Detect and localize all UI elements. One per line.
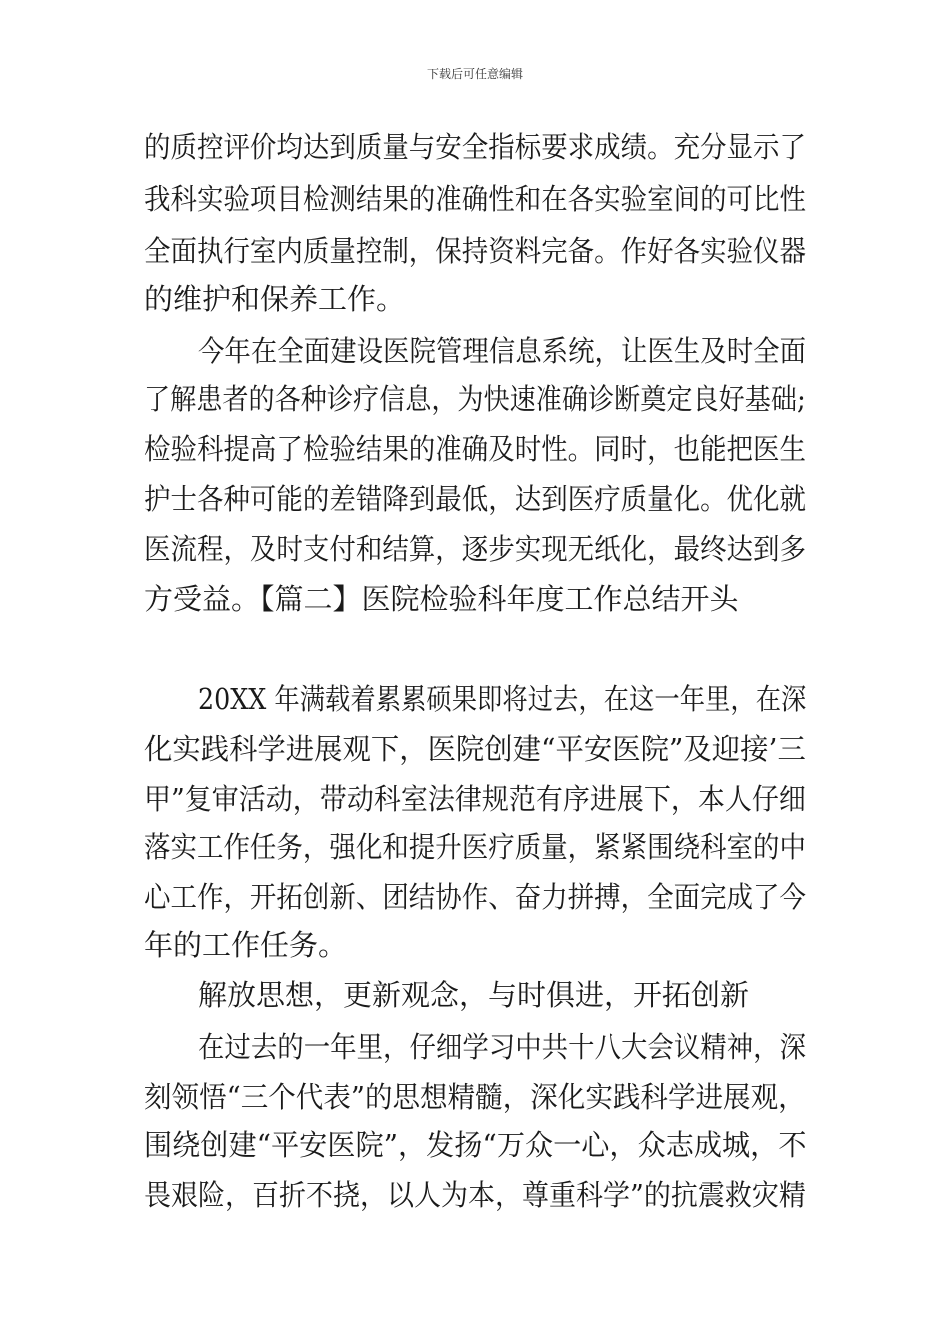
body-line: 检验科提高了检验结果的准确及时性。同时，也能把医生 [144,432,807,466]
body-line: 心工作，开拓创新、团结协作、奋力拼搏，全面完成了今 [144,880,807,914]
page-header: 下载后可任意编辑 [426,67,523,81]
section-heading: 解放思想，更新观念，与时俱进，开拓创新 [198,978,750,1012]
body-line: 20XX 年满载着累累硕果即将过去，在这一年里，在深 [198,682,807,716]
body-line: 的维护和保养工作。 [144,282,406,316]
body-line: 甲”复审活动，带动科室法律规范有序进展下，本人仔细 [144,782,806,816]
body-line: 了解患者的各种诊疗信息，为快速准确诊断奠定良好基础; [144,382,806,416]
body-line: 畏艰险，百折不挠，以人为本，尊重科学”的抗震救灾精 [144,1178,806,1212]
body-line: 方受益。【篇二】医院检验科年度工作总结开头 [144,582,739,616]
body-line: 化实践科学进展观下，医院创建“平安医院”及迎接’三 [144,732,806,766]
body-line: 年的工作任务。 [144,928,348,962]
body-line: 护士各种可能的差错降到最低，达到医疗质量化。优化就 [144,482,807,516]
body-line: 落实工作任务，强化和提升医疗质量，紧紧围绕科室的中 [144,830,807,864]
body-line: 围绕创建“平安医院”，发扬“万众一心，众志成城，不 [144,1128,807,1162]
body-line: 我科实验项目检测结果的准确性和在各实验室间的可比性 [144,182,807,216]
body-line: 今年在全面建设医院管理信息系统，让医生及时全面 [198,334,807,368]
body-line: 的质控评价均达到质量与安全指标要求成绩。充分显示了 [144,130,807,164]
body-line: 刻领悟“三个代表”的思想精髓，深化实践科学进展观， [144,1080,806,1114]
body-line: 在过去的一年里，仔细学习中共十八大会议精神，深 [198,1030,807,1064]
body-line: 全面执行室内质量控制，保持资料完备。作好各实验仪器 [144,234,807,268]
body-line: 医流程，及时支付和结算，逐步实现无纸化，最终达到多 [144,532,807,566]
